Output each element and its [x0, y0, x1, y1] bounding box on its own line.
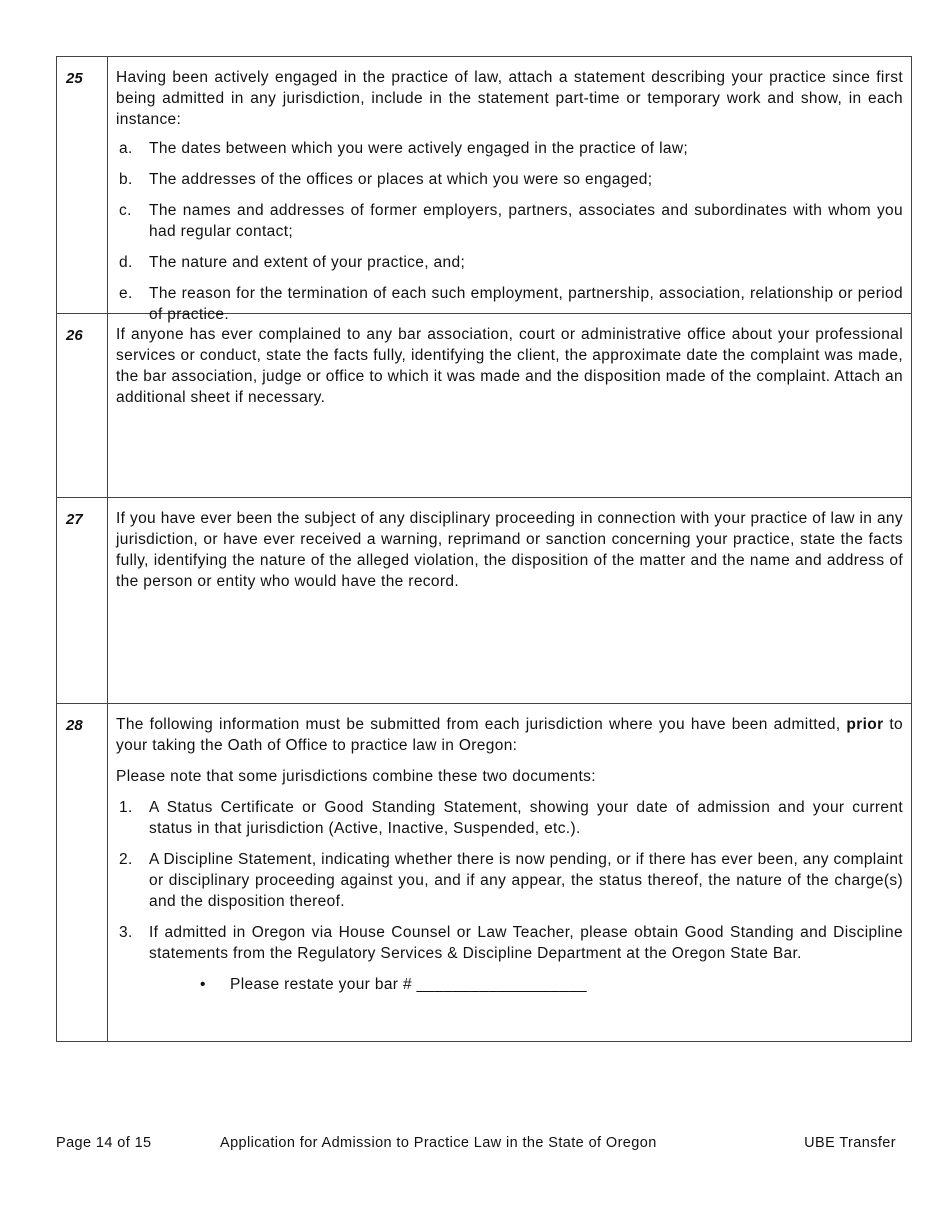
page-number: Page 14 of 15	[56, 1135, 152, 1151]
sub-item-list	[116, 138, 903, 325]
question-row-26	[57, 314, 912, 498]
questions-table	[56, 56, 912, 1042]
list-item-text: A Status Certificate or Good Standing Statement, showing your date of admission and your current status in that jurisdiction (Active, Inactive, Suspended, etc.).	[149, 799, 903, 837]
question-content	[108, 314, 911, 497]
question-text-part: to your taking the Oath of Office to practice law in Oregon:	[116, 716, 903, 754]
list-item	[116, 169, 903, 190]
list-item	[116, 252, 903, 273]
list-item	[116, 138, 903, 159]
list-marker: 2.	[119, 851, 133, 868]
list-marker: 3.	[119, 924, 133, 941]
question-number: 25	[66, 70, 83, 87]
question-text: If you have ever been the subject of any disciplinary proceeding in connection with your practice of law in any jurisdiction, or have ever received a warning, reprimand or sanction concerning your practice, state the facts fully, identifying the nature of the alleged violation, the disposition of the matter and the name and address of the person or entity who would have the record.	[116, 510, 903, 590]
bar-number-prompt: Please restate your bar # ___________________	[230, 976, 588, 993]
list-item	[116, 922, 903, 964]
numbered-list	[116, 797, 903, 964]
list-marker: c.	[119, 202, 132, 219]
question-row-27	[57, 498, 912, 704]
document-title: Application for Admission to Practice Law in the State of Oregon	[220, 1135, 657, 1151]
question-row-25	[57, 57, 912, 314]
question-text: If anyone has ever complained to any bar association, court or administrative office about your professional services or conduct, state the facts fully, identifying the client, the approximate date the complaint was made, the bar association, judge or office to which it was made and the disposition made of the complaint. Attach an additional sheet if necessary.	[116, 326, 903, 406]
question-text-part: The following information must be submitted from each jurisdiction where you have been admitted,	[116, 716, 847, 733]
list-marker: b.	[119, 171, 133, 188]
list-item-text: The nature and extent of your practice, and;	[149, 254, 466, 271]
question-content	[108, 57, 911, 323]
list-marker: a.	[119, 140, 133, 157]
list-item	[116, 283, 903, 325]
list-item-text: The dates between which you were actively engaged in the practice of law;	[149, 140, 689, 157]
question-note: Please note that some jurisdictions combine these two documents:	[116, 768, 596, 785]
list-item	[116, 849, 903, 912]
question-content	[108, 498, 911, 703]
question-row-28	[57, 704, 912, 1042]
list-marker: 1.	[119, 799, 133, 816]
question-number: 26	[66, 327, 83, 344]
emphasis-prior: prior	[846, 716, 884, 733]
form-type: UBE Transfer	[804, 1135, 896, 1151]
question-number: 27	[66, 511, 83, 528]
list-item	[116, 797, 903, 839]
list-item	[116, 200, 903, 242]
question-text: Having been actively engaged in the practice of law, attach a statement describing your practice since first being admitted in any jurisdiction, include in the statement part-time or temporary work and show, in each instance:	[116, 69, 903, 128]
list-item-text: If admitted in Oregon via House Counsel or Law Teacher, please obtain Good Standing and Discipline statements from the Regulatory Services & Discipline Department at the Oregon State Bar.	[149, 924, 903, 962]
bar-number-line	[116, 974, 903, 995]
page-footer	[56, 1133, 896, 1153]
question-content	[108, 704, 911, 1041]
list-item-text: The reason for the termination of each such employment, partnership, association, relationship or period of practice.	[149, 285, 903, 323]
list-item-text: A Discipline Statement, indicating whether there is now pending, or if there has ever been, any complaint or disciplinary proceeding against you, and if any appear, the status thereof, the nature of the charge(s) and the disposition thereof.	[149, 851, 903, 910]
list-marker: e.	[119, 285, 133, 302]
list-marker: d.	[119, 254, 133, 271]
list-item-text: The names and addresses of former employers, partners, associates and subordinates with whom you had regular contact;	[149, 202, 903, 240]
bullet-icon: •	[200, 976, 206, 993]
question-text	[116, 714, 903, 756]
list-item-text: The addresses of the offices or places at which you were so engaged;	[149, 171, 653, 188]
question-number: 28	[66, 717, 83, 734]
